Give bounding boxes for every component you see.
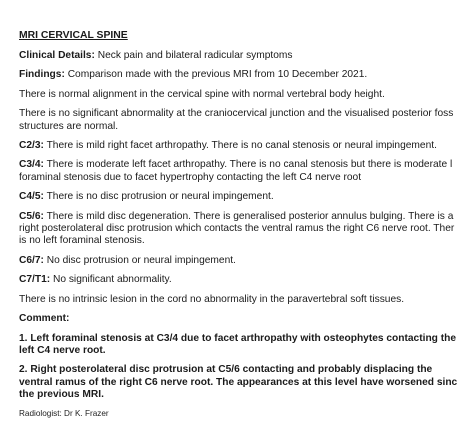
findings-label: Findings:	[19, 69, 65, 81]
level-c4-5-label: C4/5:	[19, 191, 44, 203]
level-c5-6-label: C5/6:	[19, 210, 44, 222]
comment-2-line-1: 2. Right posterolateral disc protrusion at C5/6 contacting and probably displacing the	[19, 364, 433, 376]
comment-1-line-1: 1. Left foraminal stenosis at C3/4 due to facet arthropathy with osteophytes contacting the	[19, 332, 457, 344]
clinical-details-text: Neck pain and bilateral radicular symptoms	[97, 50, 293, 61]
clinical-details	[19, 50, 474, 62]
level-c5-6	[19, 211, 474, 248]
level-c3-4-label: C3/4:	[19, 159, 44, 171]
level-c2-3	[19, 140, 474, 152]
alignment-text: There is normal alignment in the cervical spine with normal vertebral body height.	[19, 88, 385, 100]
level-c7-t1	[19, 274, 474, 286]
level-c3-4	[19, 159, 474, 184]
level-c5-6-line-2: right posterolateral disc protrusion which contacts the ventral ramus the right C6 nerve root. Ther	[19, 223, 455, 235]
cord-text: There is no intrinsic lesion in the cord no abnormality in the paravertebral soft tissues.	[19, 293, 405, 305]
level-c4-5-text: There is no disc protrusion or neural impingement.	[46, 191, 274, 203]
findings	[19, 69, 474, 81]
level-c2-3-text: There is mild right facet arthropathy. There is no canal stenosis or neural impingement.	[46, 140, 437, 152]
level-c7-t1-label: C7/T1:	[19, 274, 51, 286]
level-c6-7	[19, 255, 474, 267]
level-c6-7-text: No disc protrusion or neural impingement.	[46, 254, 236, 266]
comment-label: Comment:	[19, 313, 70, 325]
mri-report	[19, 29, 474, 419]
findings-text: Comparison made with the previous MRI from 10 December 2021.	[67, 69, 368, 81]
comment-item-2	[19, 364, 474, 401]
radiologist-signature: Radiologist: Dr K. Frazer	[19, 408, 109, 418]
comment-item-1	[19, 333, 474, 358]
comment-1-line-2: left C4 nerve root.	[19, 344, 106, 356]
level-c3-4-line-2: foraminal stenosis due to facet hypertrophy contacting the left C4 nerve root	[19, 171, 362, 183]
level-c3-4-line-1: There is moderate left facet arthropathy. There is no canal stenosis but there is moderate l	[46, 159, 453, 171]
craniocervical-paragraph	[19, 108, 474, 133]
comment-heading-block	[19, 313, 474, 325]
alignment-paragraph	[19, 89, 474, 101]
report-title: MRI CERVICAL SPINE	[19, 30, 128, 41]
comment-2-line-3: the previous MRI.	[19, 389, 104, 401]
level-c2-3-label: C2/3:	[19, 140, 44, 152]
level-c6-7-label: C6/7:	[19, 254, 44, 266]
cord-paragraph	[19, 294, 474, 306]
level-c4-5	[19, 191, 474, 203]
level-c7-t1-text: No significant abnormality.	[52, 274, 172, 286]
craniocervical-line-2: structures are normal.	[19, 120, 119, 132]
level-c5-6-line-3: is no left foraminal stenosis.	[19, 235, 145, 247]
clinical-details-label: Clinical Details:	[19, 50, 95, 61]
craniocervical-line-1: There is no significant abnormality at the craniocervical junction and the visualised posterior foss	[19, 108, 454, 120]
comment-2-line-2: ventral ramus of the right C6 nerve root. The appearances at this level have worsened sinc	[19, 376, 458, 388]
level-c5-6-line-1: There is mild disc degeneration. There is generalised posterior annulus bulging. There is a	[46, 210, 454, 222]
